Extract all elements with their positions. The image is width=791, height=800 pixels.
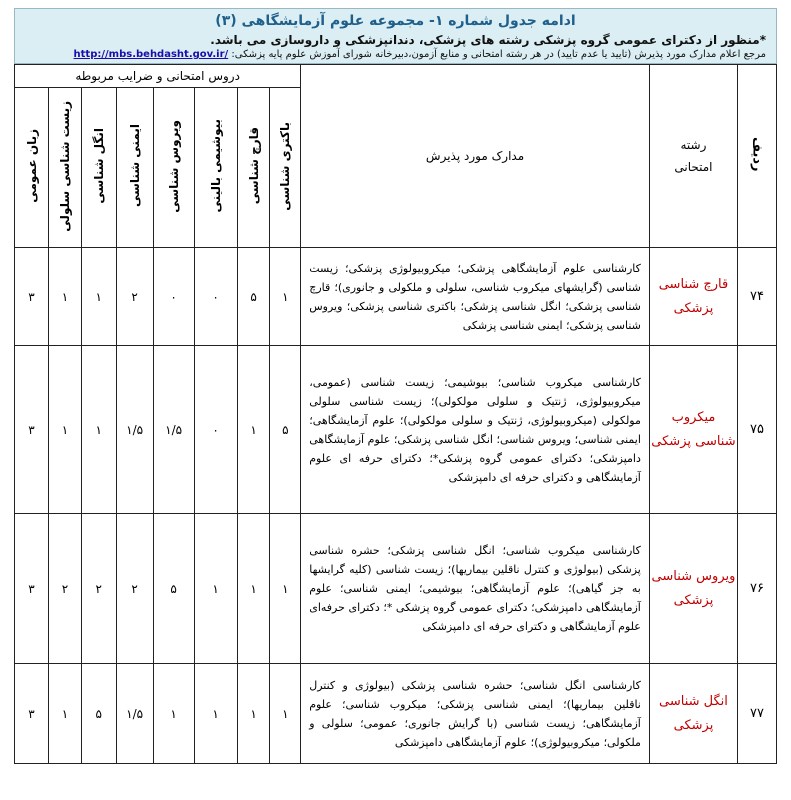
row-reshte: انگل شناسی پزشکی (649, 664, 737, 764)
header-subject (270, 88, 301, 248)
requirements-table (14, 64, 777, 764)
header-subject (153, 88, 194, 248)
coef-cell: ۵ (270, 346, 301, 514)
coef-cell: ۱ (270, 664, 301, 764)
coef-cell: ۱/۵ (116, 664, 153, 764)
coef-cell: ۱ (81, 346, 116, 514)
header-reshte (649, 65, 737, 248)
coef-cell: ۱ (81, 248, 116, 346)
coef-cell: ۳ (15, 664, 49, 764)
subject-label: قارچ شناسی (246, 127, 261, 205)
table-title: ادامه جدول شماره ۱- مجموعه علوم آزمایشگاهی (۳) (215, 13, 576, 29)
coef-cell: ۳ (15, 248, 49, 346)
table-row (15, 248, 777, 346)
header-subject (194, 88, 237, 248)
coef-cell: ۰ (194, 248, 237, 346)
row-madarek: کارشناسی میکروب شناسی؛ بیوشیمی؛ زیست شناسی (عمومی، میکروبیولوژی، ژنتیک و سلولی مولکولی)؛ زیست شناسی سلولی مولکولی (میکروبیولوژی، ژنتیک و سلولی مولکولی)؛ علوم آزمایشگاهی؛ ایمنی شناسی؛ ویروس شناسی؛ انگل شناسی پزشکی؛ علوم آزمایشگاهی دامپزشکی؛ دکترای عمومی گروه پزشکی*؛ دکترای حرفه ای علوم آزمایشگاهی و دکترای حرفه ای دامپزشکی (301, 346, 650, 514)
coef-cell: ۵ (81, 664, 116, 764)
coef-cell: ۱ (49, 248, 82, 346)
coef-cell: ۲ (116, 248, 153, 346)
coef-cell: ۲ (81, 514, 116, 664)
subject-label: انگل شناسی (91, 128, 106, 204)
coef-cell: ۲ (116, 514, 153, 664)
coef-cell: ۱ (237, 514, 270, 664)
coef-cell: ۱ (237, 664, 270, 764)
coef-cell: ۳ (15, 346, 49, 514)
coef-cell: ۱ (270, 514, 301, 664)
table-row (15, 664, 777, 764)
header-radif (738, 65, 777, 248)
coef-cell: ۲ (49, 514, 82, 664)
coef-cell: ۱ (194, 514, 237, 664)
subject-label: زبان عمومی (24, 129, 39, 203)
header-subject (237, 88, 270, 248)
coef-cell: ۰ (153, 248, 194, 346)
header-reshte-label: رشته امتحانی (674, 138, 713, 174)
coef-cell: ۵ (153, 514, 194, 664)
row-madarek: کارشناسی میکروب شناسی؛ انگل شناسی پزشکی؛ حشره شناسی پزشکی (بیولوژی و کنترل ناقلین بیماریها)؛ زیست شناسی (کلیه گرایشها به جز گیاهی)؛ علوم آزمایشگاهی؛ بیوشیمی؛ ایمنی شناسی؛ علوم آزمایشگاهی دامپزشکی؛ دکترای عمومی گروه پزشکی *؛ دکترای حرفه‌ای علوم آزمایشگاهی و دکترای حرفه ای دامپزشکی (301, 514, 650, 664)
subject-label: زیست شناسی سلولی (57, 100, 72, 232)
subject-label: ویروس شناسی (166, 119, 181, 213)
row-radif: ۷۷ (738, 664, 777, 764)
coef-cell: ۱ (194, 664, 237, 764)
coef-cell: ۰ (194, 346, 237, 514)
table-row (15, 514, 777, 664)
coef-cell: ۱/۵ (153, 346, 194, 514)
header-band (14, 8, 777, 64)
header-subjects-group: دروس امتحانی و ضرایب مربوطه (15, 65, 301, 88)
row-reshte: میکروب شناسی پزشکی (649, 346, 737, 514)
row-reshte: قارچ شناسی پزشکی (649, 248, 737, 346)
coef-cell: ۱ (49, 664, 82, 764)
row-madarek: کارشناسی علوم آزمایشگاهی پزشکی؛ میکروبیولوژی پزشکی؛ زیست شناسی (گرایشهای میکروب شناسی، سلولی و ملکولی و جانوری)؛ قارچ شناسی پزشکی؛ انگل شناسی پزشکی؛ باکتری شناسی پزشکی؛ ویروس شناسی پزشکی؛ ایمنی شناسی پزشکی (301, 248, 650, 346)
row-radif: ۷۶ (738, 514, 777, 664)
header-subject (81, 88, 116, 248)
row-madarek: کارشناسی انگل شناسی؛ حشره شناسی پزشکی (بیولوژی و کنترل ناقلین بیماریها)؛ ایمنی شناسی پزشکی؛ میکروب شناسی؛ علوم آزمایشگاهی؛ زیست شناسی (با گرایش جانوری؛ عمومی؛ سلولی و ملکولی؛ میکروبیولوژی)؛ علوم آزمایشگاهی دامپزشکی (301, 664, 650, 764)
row-radif: ۷۵ (738, 346, 777, 514)
footnote: *منظور از دکترای عمومی گروه پزشکی رشته های پزشکی، دندانپزشکی و داروسازی می باشد. (210, 33, 766, 47)
reference-link[interactable]: http://mbs.behdasht.gov.ir/ (73, 49, 229, 60)
subject-label: ایمنی شناسی (127, 124, 142, 208)
reference-text: مرجع اعلام مدارک مورد پذیرش (تایید یا عدم تایید) در هر رشته امتحانی و منابع آزمون،دبیرخانه شورای آموزش علوم پایه پزشکی: (231, 49, 766, 60)
coef-cell: ۱ (49, 346, 82, 514)
reference-line (25, 49, 766, 60)
header-madarek (301, 65, 650, 248)
header-madarek-label: مدارک مورد پذیرش (425, 149, 525, 163)
coef-cell: ۳ (15, 514, 49, 664)
coef-cell: ۱/۵ (116, 346, 153, 514)
table-row (15, 346, 777, 514)
row-radif: ۷۴ (738, 248, 777, 346)
header-subject (116, 88, 153, 248)
row-reshte: ویروس شناسی پزشکی (649, 514, 737, 664)
header-radif-label: ردیف (749, 137, 765, 172)
coef-cell: ۱ (153, 664, 194, 764)
subject-label: باکتری شناسی (278, 121, 293, 211)
header-subject (49, 88, 82, 248)
coef-cell: ۱ (270, 248, 301, 346)
subject-label: بیوشیمی بالینی (208, 119, 223, 213)
header-subject (15, 88, 49, 248)
coef-cell: ۱ (237, 346, 270, 514)
coef-cell: ۵ (237, 248, 270, 346)
